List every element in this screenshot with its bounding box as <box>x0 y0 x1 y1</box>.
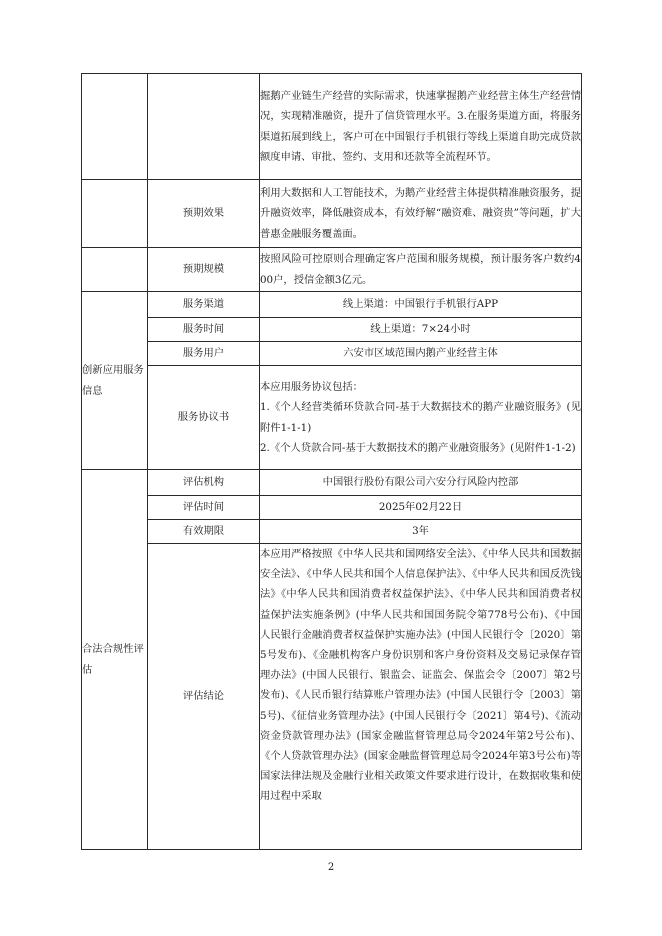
table-row <box>82 470 582 496</box>
row-label-expected-effect: 预期效果 <box>148 180 260 248</box>
row-content-assessment-conclusion: 本应用严格按照《中华人民共和国网络安全法》、《中华人民共和国数据安全法》、《中华人民共和国个人信息保护法》、《中华人民共和国反洗钱法》《中华人民共和国消费者权益保护法》、《中华人民共和国消费者权益保护法实施条例》(中华人民共和国国务院令第778号公布)、《中国人民银行金融消费者权益保护实施办法》(中国人民银行令〔2020〕第5号发布)、《金融机构客户身份识别和客户身份资料及交易记录保存管理办法》(中国人民银行、银监会、证监会、保监会令〔2007〕第2号发布)、《人民币银行结算账户管理办法》(中国人民银行令〔2003〕第5号)、《征信业务管理办法》(中国人民银行令〔2021〕第4号)、《流动资金贷款管理办法》(国家金融监督管理总局令2024年第2号公布)、《个人贷款管理办法》(国家金融监督管理总局令2024年第3号公布)等国家法律法规及金融行业相关政策文件要求进行设计，在数据收集和使用过程中采取 <box>260 544 582 850</box>
row-content-assessment-org: 中国银行股份有限公司六安分行风险内控部 <box>260 470 582 496</box>
category-service-info <box>82 292 148 470</box>
empty-category-cell <box>82 180 148 248</box>
agreement-item: 2.《个人贷款合同-基于大数据技术的鹅产业融资服务》(见附件1-1-2) <box>260 441 576 454</box>
page-number: 2 <box>327 862 335 873</box>
category-label: 创新应用服务信息 <box>82 364 144 397</box>
agreement-intro: 本应用服务协议包括： <box>260 381 363 394</box>
table-row <box>82 318 582 342</box>
table-row <box>82 180 582 248</box>
row-content: 掘鹅产业链生产经营的实际需求，快速掌握鹅产业经营主体生产经营情况，实现精准融资，提升了信贷管理水平。3.在服务渠道方面，将服务渠道拓展到线上，客户可在中国银行手机银行等线上渠道自助完成贷款额度申请、审批、签约、支用和还款等全流程环节。 <box>260 74 582 180</box>
row-content-service-agreement <box>260 366 582 470</box>
table-row <box>82 292 582 318</box>
category-compliance <box>82 470 148 850</box>
row-label-service-channel: 服务渠道 <box>148 292 260 318</box>
table-row <box>82 74 582 180</box>
row-label-service-users: 服务用户 <box>148 342 260 366</box>
table-row <box>82 496 582 520</box>
row-content-assessment-date: 2025年02月22日 <box>260 496 582 520</box>
row-label <box>148 74 260 180</box>
empty-category-cell <box>82 74 148 180</box>
table-row <box>82 366 582 470</box>
row-label-assessment-org: 评估机构 <box>148 470 260 496</box>
row-label-service-agreement: 服务协议书 <box>148 366 260 470</box>
table-row <box>82 342 582 366</box>
row-content-service-channel: 线上渠道：中国银行手机银行APP <box>260 292 582 318</box>
row-label-service-time: 服务时间 <box>148 318 260 342</box>
row-label-validity: 有效期限 <box>148 520 260 544</box>
agreement-item: 1.《个人经营类循环贷款合同-基于大数据技术的鹅产业融资服务》(见附件1-1-1) <box>260 401 581 434</box>
row-content-validity: 3年 <box>260 520 582 544</box>
row-label-expected-scale: 预期规模 <box>148 248 260 292</box>
info-table <box>81 73 582 850</box>
row-label-assessment-date: 评估时间 <box>148 496 260 520</box>
row-content: 利用大数据和人工智能技术，为鹅产业经营主体提供精准融资服务，提升融资效率，降低融资成本，有效纾解“融资难、融资贵”等问题，扩大普惠金融服务覆盖面。 <box>260 180 582 248</box>
row-content: 按照风险可控原则合理确定客户范围和服务规模，预计服务客户数约400户，授信金额3亿元。 <box>260 248 582 292</box>
table-row <box>82 248 582 292</box>
row-label-assessment-conclusion: 评估结论 <box>148 544 260 850</box>
table-row <box>82 520 582 544</box>
empty-category-cell <box>82 248 148 292</box>
category-label: 合法合规性评估 <box>82 643 144 676</box>
row-content-service-time: 线上渠道：7×24小时 <box>260 318 582 342</box>
table-row <box>82 544 582 850</box>
row-content-service-users: 六安市区域范围内鹅产业经营主体 <box>260 342 582 366</box>
